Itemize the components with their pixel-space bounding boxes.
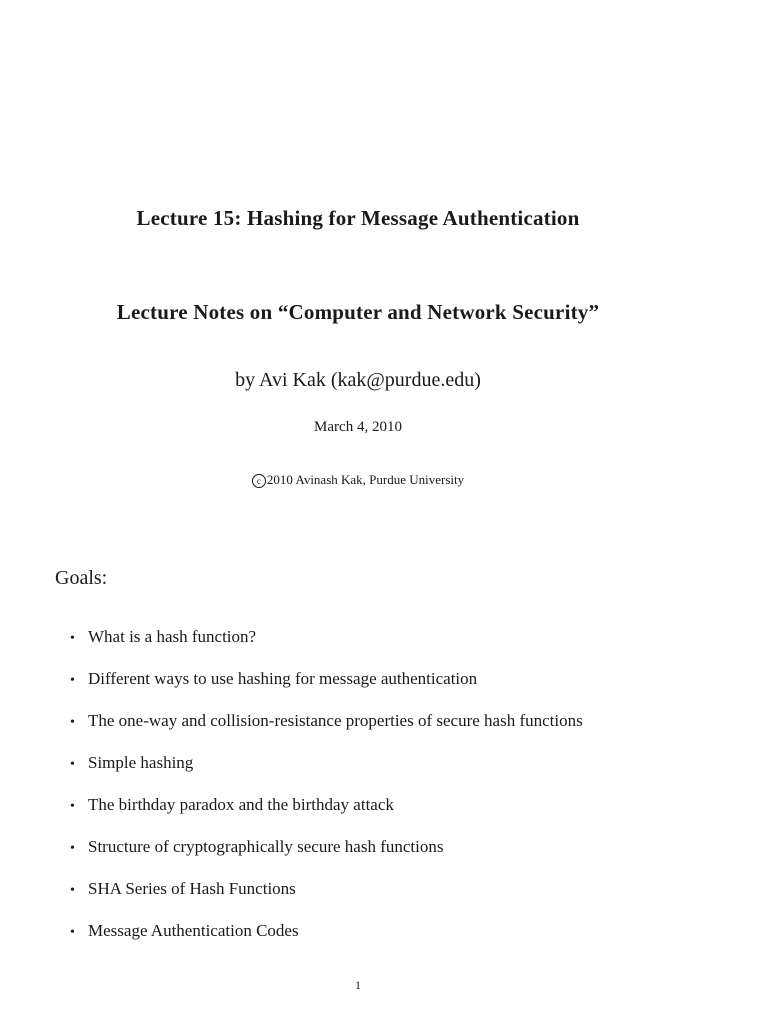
list-item [70, 793, 583, 835]
bullet-icon: • [70, 715, 75, 730]
goals-heading: Goals: [55, 567, 108, 589]
bullet-icon: • [70, 841, 75, 856]
list-item [70, 709, 583, 751]
goal-text: Structure of cryptographically secure hash functions [88, 837, 444, 856]
copyright-line [0, 472, 716, 488]
copyright-text: 2010 Avinash Kak, Purdue University [266, 472, 465, 487]
goal-text: Different ways to use hashing for message authentication [88, 669, 478, 688]
document-date: March 4, 2010 [314, 419, 402, 435]
goal-text: SHA Series of Hash Functions [88, 879, 296, 898]
goal-text: Simple hashing [88, 753, 194, 772]
bullet-icon: • [70, 925, 75, 940]
list-item [70, 835, 583, 877]
bullet-icon: • [70, 673, 75, 688]
goal-text: What is a hash function? [88, 627, 257, 646]
page-number: 1 [355, 978, 361, 992]
list-item [70, 667, 583, 709]
goal-text: The one-way and collision-resistance properties of secure hash functions [88, 711, 583, 730]
list-item [70, 877, 583, 919]
bullet-icon: • [70, 757, 75, 772]
list-item [70, 919, 583, 961]
goal-text: The birthday paradox and the birthday attack [88, 795, 394, 814]
goal-text: Message Authentication Codes [88, 921, 299, 940]
list-item [70, 751, 583, 793]
list-item [70, 625, 583, 667]
goals-list [70, 625, 583, 961]
bullet-icon: • [70, 799, 75, 814]
document-subtitle: Lecture Notes on “Computer and Network Security” [116, 300, 600, 324]
bullet-icon: • [70, 883, 75, 898]
document-title: Lecture 15: Hashing for Message Authentication [136, 206, 580, 230]
copyright-icon: c [252, 474, 266, 488]
bullet-icon: • [70, 631, 75, 646]
author-line: by Avi Kak (kak@purdue.edu) [235, 369, 481, 391]
